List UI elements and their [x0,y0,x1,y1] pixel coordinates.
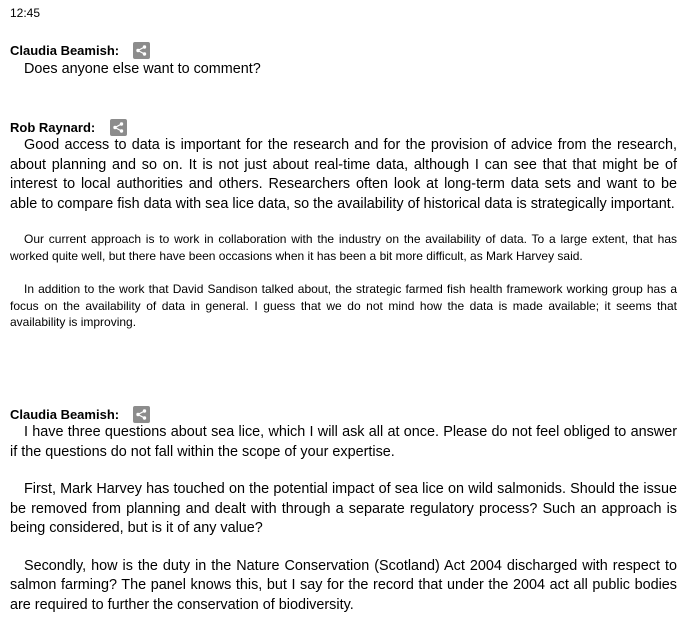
speech-paragraph: Good access to data is important for the research and for the provision of advice from the research, about planning and so on. It is not just about real-time data, although I can see that that might be of interest to local authorities and others. Researchers often look at long-term data sets and want to be able to compare fish data with sea lice data, so the availability of historical data is strategically important. [10,137,677,212]
speaker-line [10,405,677,423]
speech-paragraph: Secondly, how is the duty in the Nature Conservation (Scotland) Act 2004 discharged with respect to salmon farming? The panel knows this, but I say for the record that under the 2004 act all public bodies are required to further the conservation of biodiversity. [10,557,677,613]
speech-paragraph: I have three questions about sea lice, which I will ask all at once. Please do not feel obliged to answer if the questions do not fall within the scope of your expertise. [10,424,677,460]
share-icon[interactable] [133,406,150,423]
speaker-name: Claudia Beamish: [10,406,120,422]
share-icon[interactable] [133,42,150,59]
speech-block [10,118,677,331]
speaker-name: Rob Raynard: [10,119,96,135]
speech-block [10,405,677,615]
timestamp: 12:45 [10,6,41,20]
speaker-name: Claudia Beamish: [10,42,120,58]
speaker-line [10,118,677,136]
speech-paragraph: First, Mark Harvey has touched on the potential impact of sea lice on wild salmonids. Should the issue be removed from planning and dealt with through a separate regulatory process? Such an approach is being considered, but is it of any value? [10,481,677,536]
speech-paragraph: Our current approach is to work in collaboration with the industry on the availability of data. To a large extent, that has worked quite well, but there have been occasions when it has been a bit more difficult, as Mark Harvey said. [10,232,677,263]
speech-paragraph: Does anyone else want to comment? [24,61,261,77]
speech-block [10,41,677,80]
share-icon[interactable] [110,119,127,136]
speech-paragraph: In addition to the work that David Sandison talked about, the strategic farmed fish health framework working group has a focus on the availability of data in general. I guess that we do not mind how the data is made available; it seems that availability is improving. [10,282,677,329]
speaker-line [10,41,677,59]
